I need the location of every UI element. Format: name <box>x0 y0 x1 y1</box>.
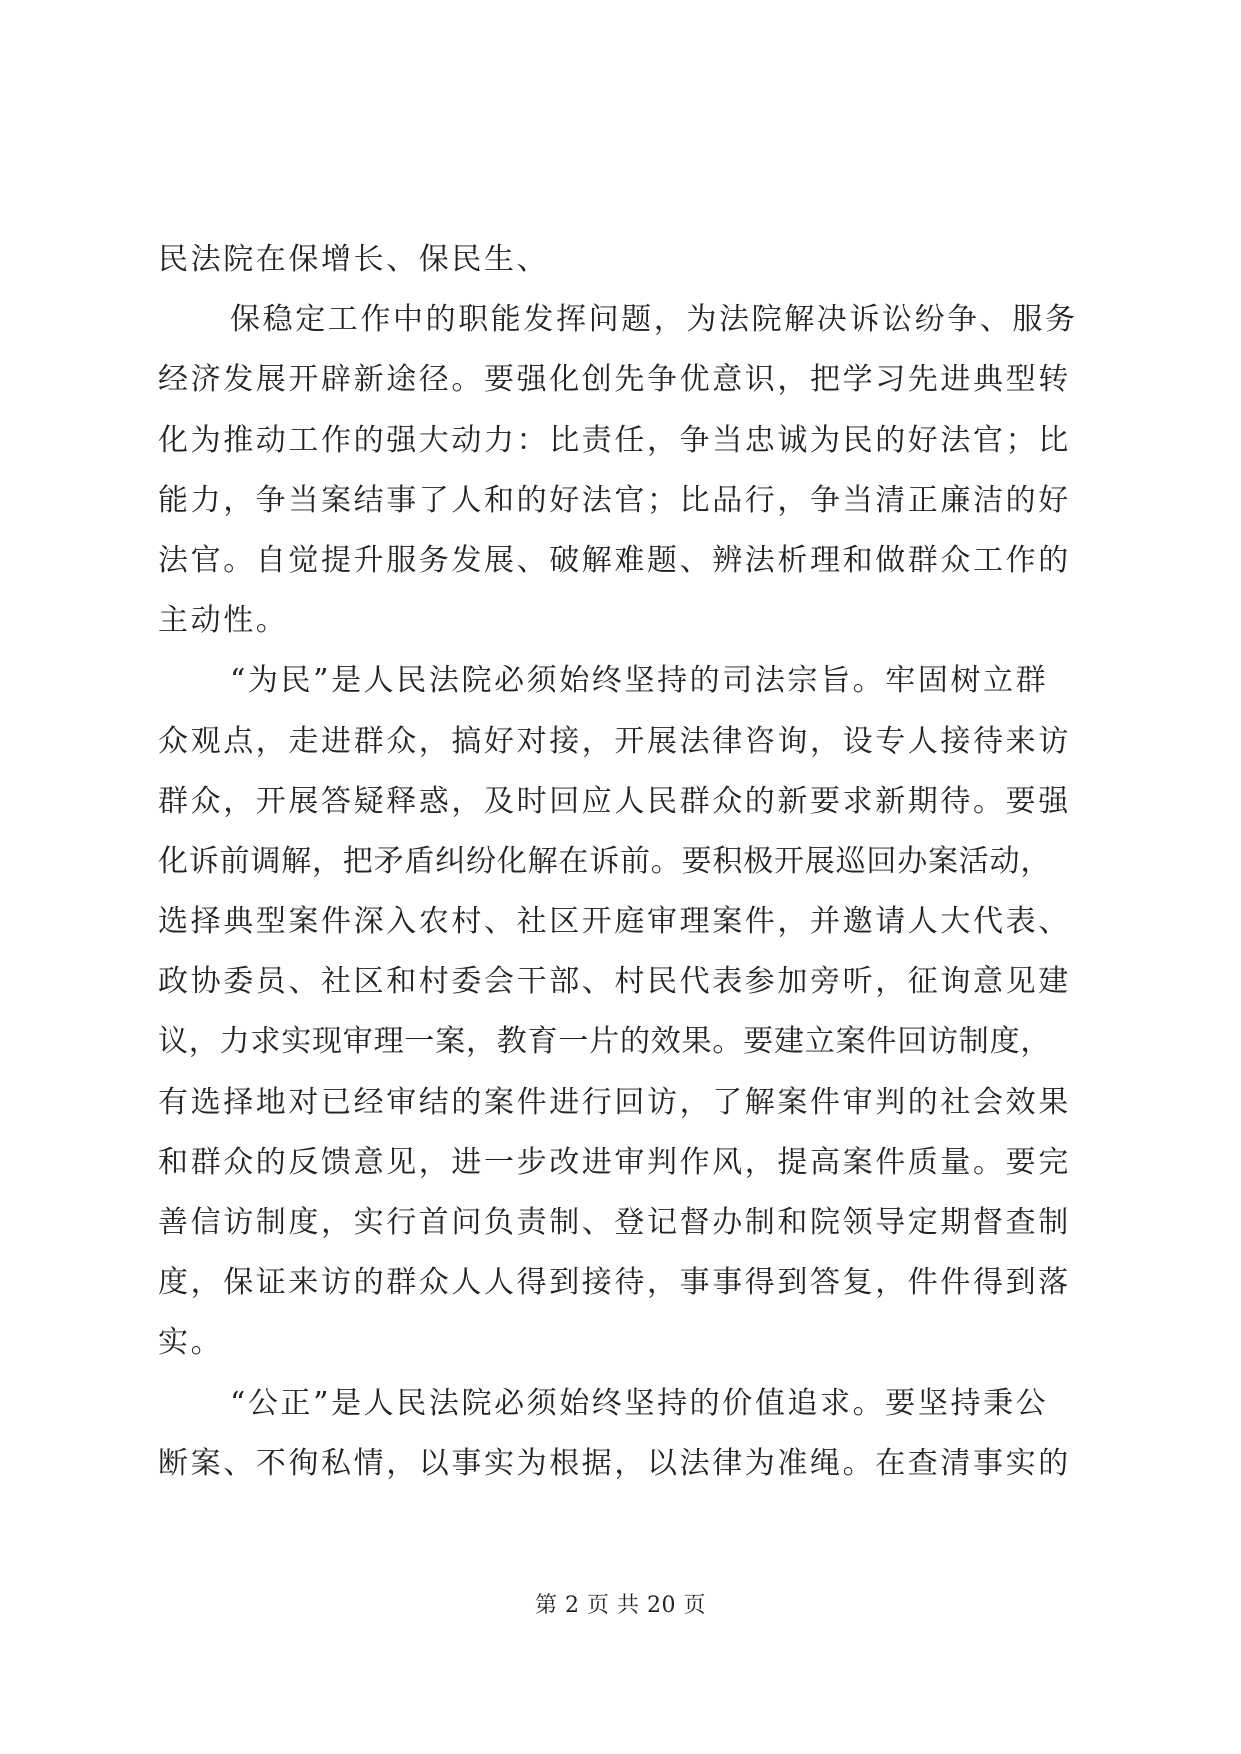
text-line: 保稳定工作中的职能发挥问题，为法院解决诉讼纷争、服务 <box>230 302 1078 338</box>
body-text <box>158 230 1088 1494</box>
text-line: 法官。自觉提升服务发展、破解难题、辨法析理和做群众工作的 <box>158 542 1071 578</box>
text-line: 度，保证来访的群众人人得到接待，事事得到答复，件件得到落 <box>158 1265 1071 1301</box>
text-line: 选择典型案件深入农村、社区开庭审理案件，并邀请人大代表、 <box>158 904 1071 940</box>
text-line: 实。 <box>158 1325 224 1361</box>
page-number-footer: 第 2 页 共 20 页 <box>535 1593 706 1618</box>
text-line: 化诉前调解，把矛盾纠纷化解在诉前。要积极开展巡回办案活动， <box>158 843 1052 879</box>
text-line: “为民”是人民法院必须始终坚持的司法宗旨。牢固树立群 <box>230 663 1049 699</box>
text-line: 众观点，走进群众，搞好对接，开展法律咨询，设专人接待来访 <box>158 723 1071 759</box>
text-line: 群众，开展答疑释惑，及时回应人民群众的新要求新期待。要强 <box>158 783 1071 819</box>
text-line: 经济发展开辟新途径。要强化创先争优意识，把学习先进典型转 <box>158 362 1071 398</box>
text-line: 能力，争当案结事了人和的好法官；比品行，争当清正廉洁的好 <box>158 482 1071 518</box>
text-line: 化为推动工作的强大动力：比责任，争当忠诚为民的好法官；比 <box>158 422 1071 458</box>
text-line: 和群众的反馈意见，进一步改进审判作风，提高案件质量。要完 <box>158 1144 1071 1180</box>
text-line: 主动性。 <box>158 603 289 639</box>
text-line: 政协委员、社区和村委会干部、村民代表参加旁听，征询意见建 <box>158 964 1071 1000</box>
text-line: 有选择地对已经审结的案件进行回访，了解案件审判的社会效果 <box>158 1084 1071 1120</box>
text-line: 善信访制度，实行首问负责制、登记督办制和院领导定期督查制 <box>158 1205 1071 1240</box>
text-line: “公正”是人民法院必须始终坚持的价值追求。要坚持秉公 <box>230 1385 1049 1421</box>
text-line: 断案、不徇私情，以事实为根据，以法律为准绳。在查清事实的 <box>158 1445 1071 1481</box>
text-line: 议，力求实现审理一案，教育一片的效果。要建立案件回访制度， <box>158 1024 1052 1060</box>
text-line: 民法院在保增长、保民生、 <box>158 242 550 277</box>
